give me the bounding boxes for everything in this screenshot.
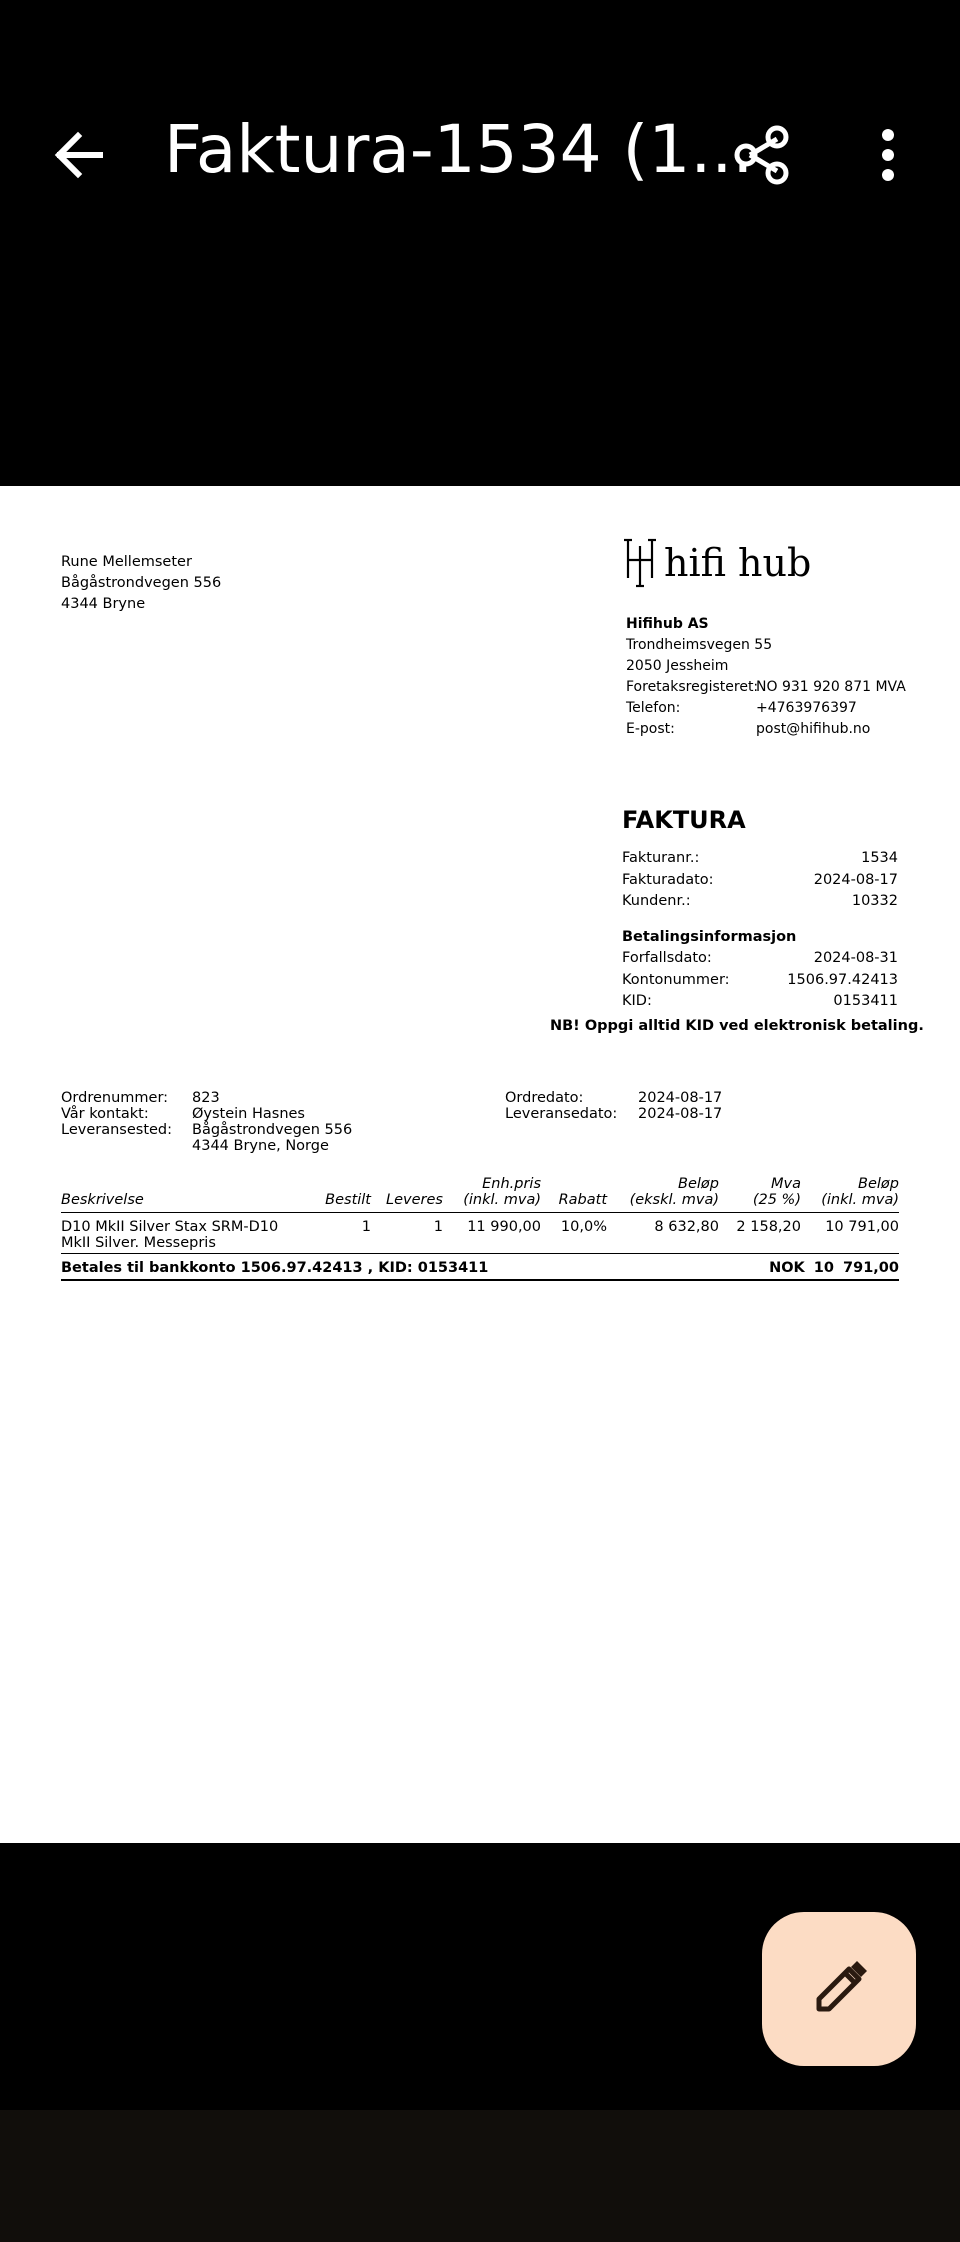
back-button[interactable] xyxy=(44,120,114,190)
due-date-row xyxy=(622,948,898,970)
header-amount-inc xyxy=(801,1176,899,1208)
header-amount-ex-line2: (ekskl. mva) xyxy=(629,1192,719,1208)
delivery-date-label: Leveransedato: xyxy=(505,1106,618,1122)
table-header xyxy=(61,1176,899,1213)
order-number-row xyxy=(61,1090,352,1106)
hifihub-logo xyxy=(624,536,824,590)
company-phone-row xyxy=(626,698,906,719)
invoice-date-value: 2024-08-17 xyxy=(813,871,898,888)
header-unit-price-line1: Enh.pris xyxy=(482,1176,541,1192)
order-number-label: Ordrenummer: xyxy=(61,1090,169,1106)
share-button[interactable] xyxy=(726,120,796,190)
delivery-place-line1: Bågåstrondvegen 556 xyxy=(192,1122,353,1138)
company-reg-value: NO 931 920 871 MVA xyxy=(756,679,906,695)
customer-name: Rune Mellemseter xyxy=(61,554,192,570)
delivery-place-label: Leveransested: xyxy=(61,1122,173,1138)
delivery-place-row-2 xyxy=(61,1138,352,1154)
header-unit-price-line2: (inkl. mva) xyxy=(463,1192,541,1208)
order-date-value: 2024-08-17 xyxy=(638,1090,723,1106)
customer-number-value: 10332 xyxy=(851,893,898,909)
company-email-label: E-post: xyxy=(626,721,675,737)
company-email-row xyxy=(626,719,906,740)
contact-row xyxy=(61,1106,352,1122)
kid-value: 0153411 xyxy=(833,993,898,1009)
item-unit-price: 11 990,00 xyxy=(467,1219,541,1235)
header-vat xyxy=(719,1176,801,1208)
invoice-number-label: Fakturanr.: xyxy=(622,850,700,866)
item-description-line1: D10 MkII Silver Stax SRM-D10 xyxy=(61,1219,279,1235)
payment-summary-row xyxy=(61,1254,899,1281)
total-amount: NOK 10 791,00 xyxy=(769,1260,899,1276)
header-ordered: Bestilt xyxy=(325,1192,371,1208)
document-title: Faktura-1534 (1... xyxy=(164,111,754,188)
kid-label: KID: xyxy=(622,993,652,1009)
more-vert-icon xyxy=(852,120,922,190)
order-info-right xyxy=(505,1090,722,1122)
more-options-button[interactable] xyxy=(852,120,922,190)
item-amount-ex: 8 632,80 xyxy=(654,1219,719,1235)
kid-notice: NB! Oppgi alltid KID ved elektronisk betaling. xyxy=(550,1018,924,1034)
invoice-number-value: 1534 xyxy=(861,850,898,866)
header-delivered: Leveres xyxy=(386,1192,443,1208)
delivery-date-value: 2024-08-17 xyxy=(638,1106,723,1122)
company-email-value: post@hifihub.no xyxy=(756,721,871,737)
account-number-value: 1506.97.42413 xyxy=(787,971,898,988)
due-date-label: Forfallsdato: xyxy=(622,950,712,966)
header-amount-ex-line1: Beløp xyxy=(678,1176,719,1192)
delivery-place-line2: 4344 Bryne, Norge xyxy=(192,1138,329,1154)
company-reg-row xyxy=(626,677,906,698)
item-delivered: 1 xyxy=(433,1219,443,1235)
customer-address xyxy=(61,552,221,615)
payment-instruction: Betales til bankkonto 1506.97.42413 , KID: 0153411 xyxy=(61,1260,489,1276)
edit-button[interactable] xyxy=(762,1912,916,2066)
line-items-table xyxy=(61,1176,899,1281)
item-ordered: 1 xyxy=(361,1219,371,1235)
header-unit-price xyxy=(443,1176,541,1208)
invoice-details xyxy=(622,848,898,1013)
contact-value: Øystein Hasnes xyxy=(192,1106,305,1122)
company-street: Trondheimsvegen 55 xyxy=(626,637,773,653)
logo-text: hifi hub xyxy=(664,541,812,585)
delivery-place-row xyxy=(61,1122,352,1138)
order-date-row xyxy=(505,1090,722,1106)
edit-pencil-icon xyxy=(805,1955,873,2023)
invoice-heading: FAKTURA xyxy=(622,806,746,834)
customer-number-row xyxy=(622,891,898,913)
item-description-line2: MkII Silver. Messepris xyxy=(61,1235,216,1251)
app-bar xyxy=(0,0,960,486)
account-number-label: Kontonummer: xyxy=(622,971,730,988)
header-description: Beskrivelse xyxy=(61,1192,144,1208)
kid-row xyxy=(622,991,898,1013)
customer-city: 4344 Bryne xyxy=(61,596,146,612)
arrow-left-icon xyxy=(44,120,114,190)
header-vat-line1: Mva xyxy=(771,1176,801,1192)
header-discount: Rabatt xyxy=(558,1192,607,1208)
invoice-number-row xyxy=(622,848,898,870)
header-amount-inc-line1: Beløp xyxy=(858,1176,899,1192)
company-info xyxy=(626,614,906,740)
item-vat: 2 158,20 xyxy=(736,1219,801,1235)
table-row xyxy=(61,1213,899,1254)
item-description xyxy=(61,1219,311,1251)
company-phone-label: Telefon: xyxy=(626,700,681,716)
company-phone-value: +4763976397 xyxy=(756,700,857,716)
header-amount-inc-line2: (inkl. mva) xyxy=(821,1192,899,1208)
company-city: 2050 Jessheim xyxy=(626,658,729,674)
company-reg-label: Foretaksregisteret: xyxy=(626,679,759,695)
system-navigation-bar xyxy=(0,2110,960,2242)
payment-info-heading: Betalingsinformasjon xyxy=(622,928,797,945)
order-date-label: Ordredato: xyxy=(505,1090,584,1106)
invoice-document xyxy=(0,486,960,1843)
order-number-value: 823 xyxy=(192,1090,220,1106)
order-info-left xyxy=(61,1090,352,1154)
contact-label: Vår kontakt: xyxy=(61,1106,149,1122)
item-amount-inc: 10 791,00 xyxy=(825,1219,899,1235)
due-date-value: 2024-08-31 xyxy=(813,950,898,966)
item-discount: 10,0% xyxy=(560,1219,607,1235)
account-number-row xyxy=(622,970,898,992)
company-name: Hifihub AS xyxy=(626,616,709,632)
header-vat-line2: (25 %) xyxy=(752,1192,801,1208)
delivery-date-row xyxy=(505,1106,722,1122)
customer-number-label: Kundenr.: xyxy=(622,893,691,909)
invoice-date-row xyxy=(622,870,898,892)
customer-street: Bågåstrondvegen 556 xyxy=(61,575,222,591)
header-amount-ex xyxy=(607,1176,719,1208)
share-icon xyxy=(726,120,796,190)
invoice-date-label: Fakturadato: xyxy=(622,871,714,888)
